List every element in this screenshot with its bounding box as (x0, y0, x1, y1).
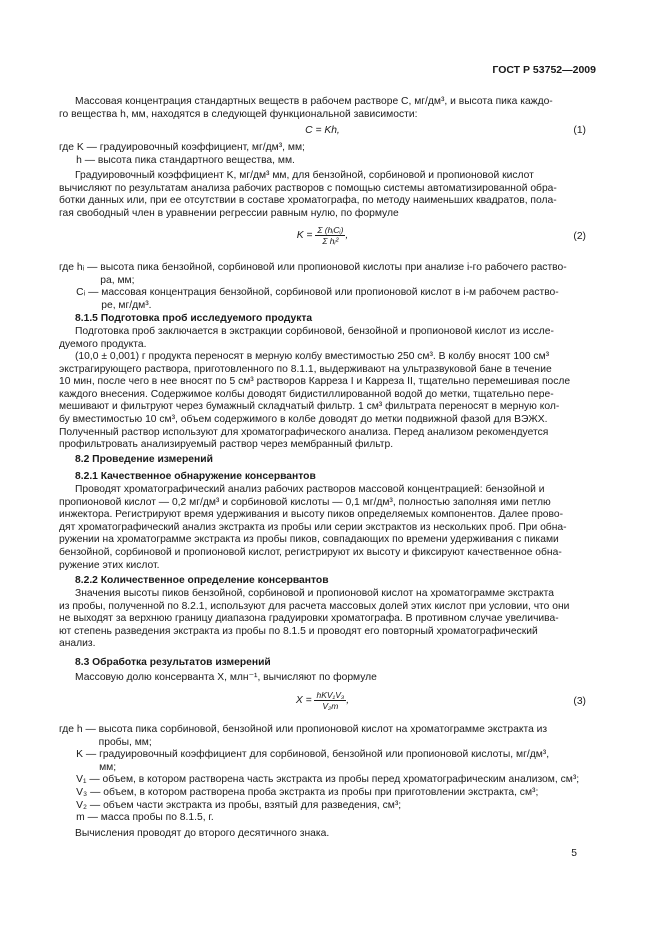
fraction: $\frac{\text{Σ (hᵢCᵢ)}}{\text{Σ hᵢ²}}$ (317, 225, 344, 246)
where-item: V₁ — объем, в котором растворена часть экстракта из пробы перед хроматографическим анализом, см³; (59, 774, 580, 786)
gradient-paragraph: Градуировочный коэффициент K, мг/дм³ мм, для бензойной, сорбиновой и пропионовой кислот вычисляют по результатам анализа рабочих растворов с помощью системы автоматизированной обра- ботки данных или, при ее отсутствии в составе хроматографа, по методу наименьших квадратов, пола- гая свободный член в уравнении регрессии равным нулю, по формуле (59, 170, 557, 219)
where-list-2 (59, 262, 586, 312)
paragraph-8-2-2: Значения высоты пиков бензойной, сорбиновой и пропионовой кислот на хроматограмме экстракта из пробы, полученной по 8.2.1, используют для расчета массовых долей этих кислот при условии, что они не выходят за верхнюю границу диапазона градуировки хроматографа. В противном случае увеличива- ют степень разведения экстракта из пробы по 8.1.5 и проводят его повторный хроматографический анализ. (59, 588, 570, 650)
final-paragraph: Вычисления проводят до второго десятичного знака. (75, 828, 330, 839)
equation-1: C = Kh, (1) (305, 125, 586, 136)
page-number: 5 (571, 848, 577, 859)
paragraph-8-2-1: Проводят хроматографический анализ рабочих растворов массовой концентрацией: бензойной и пропионовой кислот — 0,2 мг/дм³ и сорбиновой кислоты — 0,1 мг/дм³, полностью заполняя ими петлю инжектора. Регистрируют время удерживания и высоту пиков определяемых компонентов. Далее прово- дят хроматографический анализ экстракта из пробы или серии экстрактов из нескольких проб. При обна- ружении на хроматограмме экстракта из пробы пиков, совпадающих по времени удерживания с пиками бензойной, сорбиновой и пропионовой кислот, регистрируют их высоту и фиксируют качественное обна- ружение этих кислот. (59, 484, 567, 571)
equation-3: X = $\frac{\text{hKV₁V₃}}{\text{V₂m}}$ , (3) (295, 690, 586, 711)
where-list-3 (59, 724, 586, 825)
intro-paragraph: Массовая концентрация стандартных веществ в рабочем растворе С, мг/дм³, и высота пика каждо- го вещества h, мм, находятся в следующей функциональной зависимости: (59, 96, 553, 120)
paragraph-8-1-5a: Подготовка проб заключается в экстракции сорбиновой, бензойной и пропионовой кислот из иссле- дуемого продукта. (59, 326, 554, 350)
where-item: m — масса пробы по 8.1.5, г. (59, 812, 214, 824)
where-item: где K — градуировочный коэффициент, мг/дм³, мм; (59, 142, 305, 153)
section-8-1-5-title: 8.1.5 Подготовка проб исследуемого продукта (75, 313, 313, 324)
section-8-3-title: 8.3 Обработка результатов измерений (75, 657, 271, 668)
paragraph-8-3: Массовую долю консерванта X, млн⁻¹, вычисляют по формуле (75, 672, 377, 683)
where-item: V₂ — объем части экстракта из пробы, взятый для разведения, см³; (59, 799, 402, 811)
where-item: h — высота пика стандартного вещества, мм. (59, 154, 295, 166)
where-item: K — градуировочный коэффициент для сорбиновой, бензойной или пропионовой кислоты, мг/дм³, мм; (59, 749, 550, 773)
fraction: $\frac{\text{hKV₁V₃}}{\text{V₂m}}$ (316, 690, 345, 711)
where-item: где h — высота пика сорбиновой, бензойной или пропионовой кислот на хроматограмме экстракта из пробы, мм; (59, 724, 548, 748)
paragraph-8-1-5b: (10,0 ± 0,001) г продукта переносят в мерную колбу вместимостью 250 см³. В колбу вносят 100 см³ экстрагирующего раствора, приготовленного по 8.1.1, выдерживают на ультразвуковой бане в течение 10 мин, после чего в нее вносят по 5 см³ растворов Карреза I и Карреза II, тщательно перемешивая после каждого внесения. Содержимое колбы доводят бидистиллированной водой до метки, тщательно пере- мешивают и фильтруют через бумажный складчатый фильтр. 1 см³ фильтрата переносят в мерную кол- бу вместимостью 10 см³, объем содержимого в колбе доводят до метки подвижной фазой для ВЭЖХ. Полученный раствор используют для хроматографического анализа. Перед анализом рекомендуется профильтровать анализируемый раствор через мембранный фильтр. (59, 351, 571, 451)
section-8-2-1-title: 8.2.1 Качественное обнаружение консервантов (75, 471, 316, 482)
where-list-1 (59, 142, 586, 167)
equation-2: K = $\frac{\text{Σ (hᵢCᵢ)}}{\text{Σ hᵢ²}}$ , (2) (296, 225, 586, 246)
where-item: Cᵢ — массовая концентрация бензойной, сорбиновой или пропионовой кислот в i-м рабочем раство- ре, мг/дм³. (59, 287, 559, 311)
where-item: где hᵢ — высота пика бензойной, сорбиновой или пропионовой кислоты при анализе i-го рабочего раство- ра, мм; (59, 262, 567, 286)
section-8-2-title: 8.2 Проведение измерений (75, 454, 213, 465)
where-item: V₃ — объем, в котором растворена проба экстракта из пробы при приготовлении экстракта, см³; (59, 786, 539, 798)
document-header: ГОСТ Р 53752—2009 (492, 64, 596, 76)
section-8-2-2-title: 8.2.2 Количественное определение консервантов (75, 575, 329, 586)
